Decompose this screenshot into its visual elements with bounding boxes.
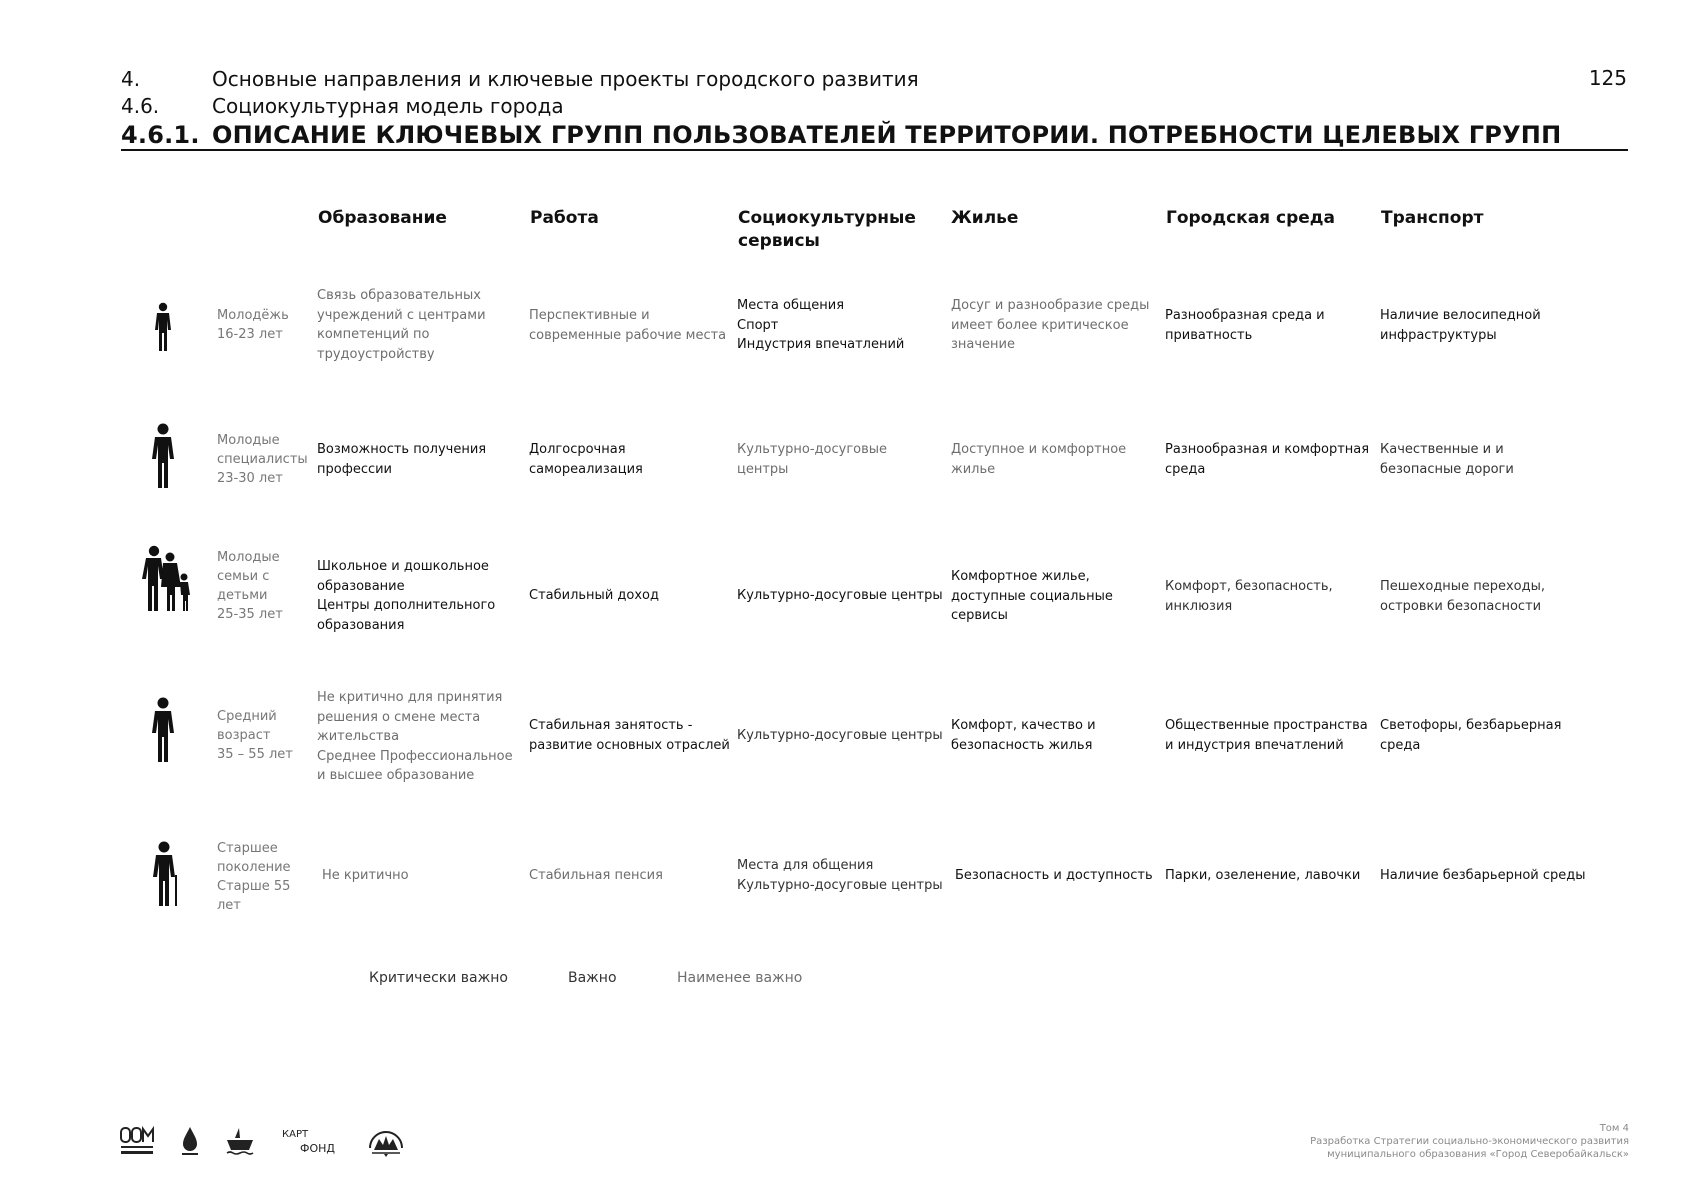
column-header-education: Образование (318, 208, 447, 228)
section-title: Социокультурная модель города (212, 94, 564, 118)
fond-logo-text: ФОНД (300, 1142, 335, 1155)
cell-elderly-transport: Наличие безбарьерной среды (1380, 868, 1586, 883)
cell-middle-age-housing: Комфорт, качество и безопасность жилья (951, 718, 1096, 753)
column-header-housing: Жилье (951, 208, 1019, 228)
group-label-young-families: Молодые семьи с детьми 25-35 лет (217, 550, 283, 622)
subsection-heading (121, 120, 1628, 150)
page-number: 125 (1588, 66, 1627, 90)
cell-youth-transport: Наличие велосипедной инфраструктуры (1380, 308, 1541, 343)
family-figure-icon (140, 545, 192, 613)
section-number: 4.6. (121, 94, 160, 118)
elderly-figure-icon (151, 841, 181, 907)
cell-young-specialists-work: Долгосрочная самореализация (529, 442, 643, 477)
cell-young-families-sociocultural: Культурно-досуговые центры (737, 588, 943, 603)
middle-aged-figure-icon (150, 697, 176, 763)
page-title: ОПИСАНИЕ КЛЮЧЕВЫХ ГРУПП ПОЛЬЗОВАТЕЛЕЙ ТЕРРИТОРИИ. ПОТРЕБНОСТИ ЦЕЛЕВЫХ ГРУПП (212, 121, 1562, 149)
page-header (121, 66, 1628, 150)
cell-elderly-urban-environment: Парки, озеленение, лавочки (1165, 868, 1361, 883)
cell-middle-age-urban-environment: Общественные пространства и индустрия впечатлений (1165, 718, 1368, 753)
cell-young-specialists-urban-environment: Разнообразная и комфортная среда (1165, 442, 1370, 477)
cell-young-specialists-education: Возможность получения профессии (317, 442, 487, 477)
cell-young-families-housing: Комфортное жилье, доступные социальные сервисы (951, 569, 1113, 623)
legend-important: Важно (568, 970, 617, 986)
header-divider (121, 149, 1628, 151)
group-label-elderly: Старшее поколение Старше 55 лет (217, 841, 291, 913)
dom-logo-icon (120, 1126, 154, 1156)
cell-young-specialists-sociocultural: Культурно-досуговые центры (737, 442, 888, 477)
footer-note: Том 4 Разработка Стратегии социально-экономического развития муниципального образования «Город Северобайкальск» (1310, 1123, 1629, 1160)
column-header-urban-environment: Городская среда (1166, 208, 1335, 228)
column-header-work: Работа (530, 208, 599, 228)
cell-middle-age-transport: Светофоры, безбарьерная среда (1380, 718, 1562, 753)
chapter-heading (121, 66, 1628, 93)
youth-figure-icon (152, 302, 174, 352)
cell-elderly-housing: Безопасность и доступность (955, 868, 1153, 883)
cell-elderly-education: Не критично (322, 868, 409, 883)
group-label-middle-age: Средний возраст 35 – 55 лет (217, 709, 293, 762)
footer-logos (120, 1124, 404, 1158)
cell-middle-age-sociocultural: Культурно-досуговые центры (737, 728, 943, 743)
young-specialist-figure-icon (150, 423, 176, 489)
cell-young-families-work: Стабильный доход (529, 588, 659, 603)
cell-young-families-urban-environment: Комфорт, безопасность, инклюзия (1165, 579, 1333, 614)
city-crest-logo-icon (368, 1124, 404, 1158)
kart-logo-text: КАРТ (282, 1129, 309, 1140)
cell-young-specialists-transport: Качественные и и безопасные дороги (1380, 442, 1514, 477)
drop-logo-icon (180, 1126, 200, 1156)
cell-young-families-transport: Пешеходные переходы, островки безопасности (1380, 579, 1545, 614)
chapter-title: Основные направления и ключевые проекты городского развития (212, 67, 919, 91)
cell-young-families-education: Школьное и дошкольное образование Центры дополнительного образования (317, 559, 496, 633)
boat-logo-icon (226, 1126, 254, 1156)
subsection-number: 4.6.1. (121, 121, 200, 149)
cell-elderly-work: Стабильная пенсия (529, 868, 663, 883)
legend-critical: Критически важно (369, 970, 508, 986)
column-header-transport: Транспорт (1381, 208, 1484, 228)
cell-middle-age-education: Не критично для принятия решения о смене места жительства Среднее Профессиональное и высшее образование (317, 690, 513, 783)
cell-youth-sociocultural: Места общения Спорт Индустрия впечатлений (737, 298, 905, 352)
cell-youth-housing: Досуг и разнообразие среды имеет более критическое значение (951, 298, 1150, 352)
chapter-number: 4. (121, 67, 141, 91)
group-label-youth: Молодёжь 16-23 лет (217, 308, 289, 342)
cell-youth-work: Перспективные и современные рабочие места (529, 308, 727, 343)
cell-elderly-sociocultural: Места для общения Культурно-досуговые центры (737, 858, 943, 893)
cell-young-specialists-housing: Доступное и комфортное жилье (951, 442, 1127, 477)
group-label-young-specialists: Молодые специалисты 23-30 лет (217, 433, 308, 486)
kart-fond-logo-icon (280, 1126, 342, 1156)
column-header-sociocultural: Социокультурные сервисы (738, 208, 916, 251)
cell-middle-age-work: Стабильная занятость - развитие основных отраслей (529, 718, 730, 753)
cell-youth-urban-environment: Разнообразная среда и приватность (1165, 308, 1325, 343)
cell-youth-education: Связь образовательных учреждений с центрами компетенций по трудоустройству (317, 288, 486, 362)
section-heading (121, 93, 1628, 120)
legend-least: Наименее важно (677, 970, 803, 986)
